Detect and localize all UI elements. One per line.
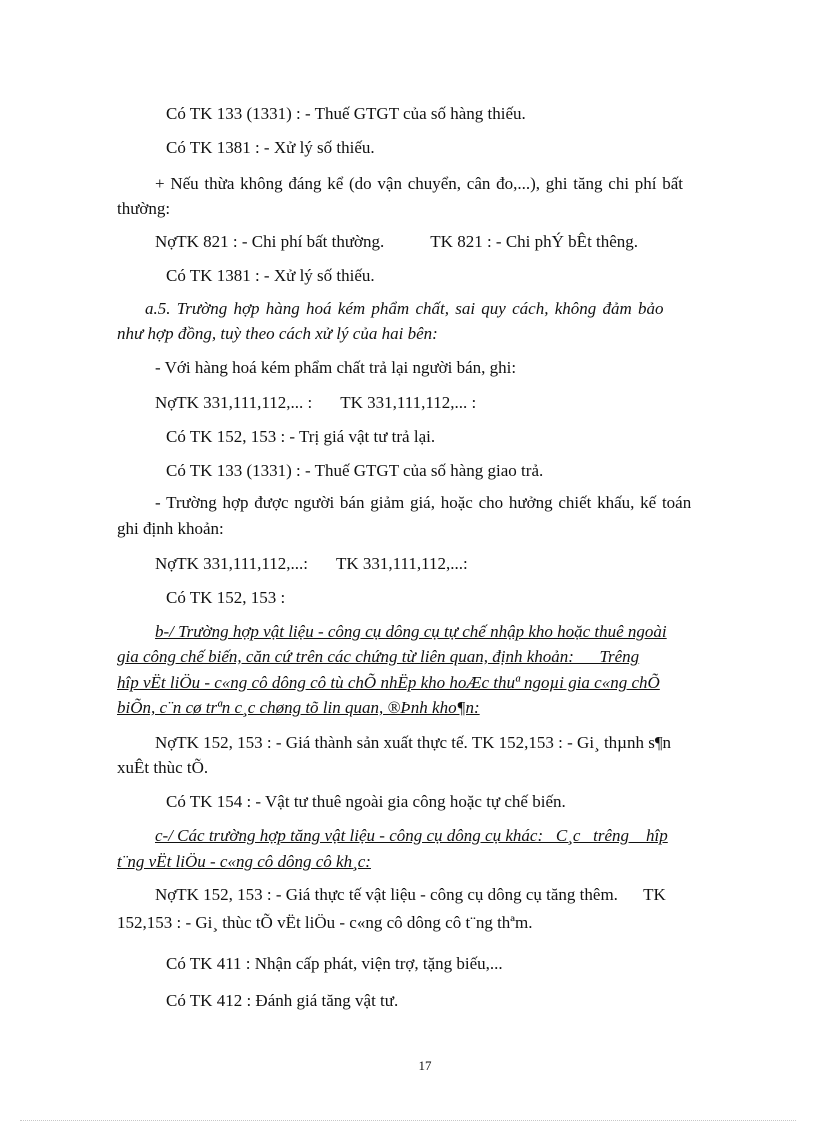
heading-c-line1: c-/ Các trường hợp tăng vật liệu - công cụ dông cụ khác: C¸c trêng hîp [155,826,668,845]
paragraph-surplus-line1: + Nếu thừa không đáng kể (do vận chuyển, cân đo,...), ghi tăng chi phí bất [155,174,684,193]
heading-a5-line2: như hợp đồng, tuỳ theo cách xử lý của hai bên: [117,324,438,343]
entry-credit-133-shortage: Có TK 133 (1331) : - Thuế GTGT của số hàng thiếu. [166,104,526,123]
entry-debit-331-return-garbled: TK 331,111,112,... : [340,393,477,412]
entry-debit-152-153-selfmade-line2: xuÊt thùc tÕ. [117,758,209,777]
page-bottom-divider [20,1120,796,1121]
entry-credit-411: Có TK 411 : Nhận cấp phát, viện trợ, tặng biếu,... [166,954,503,973]
entry-debit-331-return-main: NợTK 331,111,112,... : [155,393,313,412]
paragraph-discount-line2: ghi định khoản: [117,519,224,538]
paragraph-discount-line1: - Trường hợp được người bán giảm giá, hoặc cho hưởng chiết khấu, kế toán [155,493,692,512]
entry-debit-821 [155,232,638,252]
entry-credit-1381-surplus: Có TK 1381 : - Xử lý số thiếu. [166,266,375,285]
entry-debit-331-return [155,393,476,413]
heading-b-line4-garbled: biÕn, c¨n cø trªn c¸c chøng tõ lin quan, ®Þnh kho¶n: [117,698,480,717]
entry-debit-821-garbled: TK 821 : - Chi phÝ bÊt thêng. [430,232,639,251]
entry-credit-133-return: Có TK 133 (1331) : - Thuế GTGT của số hàng giao trả. [166,461,544,480]
heading-b-line2: gia công chế biến, căn cứ trên các chứng từ liên quan, định khoản: Trêng [117,647,640,666]
entry-credit-1381-shortage: Có TK 1381 : - Xử lý số thiếu. [166,138,375,157]
heading-b-line3-garbled: hîp vËt liÖu - c«ng cô dông cô tù chÕ nhËp kho hoÆc thuª ngoµi gia c«ng chÕ [117,673,660,692]
entry-debit-821-main: NợTK 821 : - Chi phí bất thường. [155,232,385,251]
entry-debit-152-153-increase-line1: NợTK 152, 153 : - Giá thực tế vật liệu - công cụ dông cụ tăng thêm. TK [155,885,666,904]
heading-b-line1: b-/ Trường hợp vật liệu - công cụ dông cụ tự chế nhập kho hoặc thuê ngoài [155,622,667,641]
paragraph-return-goods: - Với hàng hoá kém phẩm chất trả lại người bán, ghi: [155,358,517,377]
entry-credit-154: Có TK 154 : - Vật tư thuê ngoài gia công hoặc tự chế biến. [166,792,566,811]
entry-credit-152-153-return: Có TK 152, 153 : - Trị giá vật tư trả lại. [166,427,436,446]
entry-debit-331-discount-garbled: TK 331,111,112,...: [336,554,468,573]
paragraph-surplus-line2: thường: [117,199,171,218]
entry-debit-152-153-selfmade-line1: NợTK 152, 153 : - Giá thành sản xuất thực tế. TK 152,153 : - Gi¸ thµnh s¶n [155,733,672,752]
heading-a5-line1: a.5. Trường hợp hàng hoá kém phẩm chất, sai quy cách, không đảm bảo [145,299,664,318]
entry-debit-331-discount [155,554,468,574]
heading-c-line2-garbled: t¨ng vËt liÖu - c«ng cô dông cô kh¸c: [117,852,371,871]
entry-debit-331-discount-main: NợTK 331,111,112,...: [155,554,309,573]
entry-debit-152-153-increase-line2: 152,153 : - Gi¸ thùc tÕ vËt liÖu - c«ng cô dông cô t¨ng thªm. [117,913,533,932]
page-number: 17 [418,1058,432,1073]
entry-credit-152-153-discount: Có TK 152, 153 : [166,588,286,607]
entry-credit-412: Có TK 412 : Đánh giá tăng vật tư. [166,991,399,1010]
